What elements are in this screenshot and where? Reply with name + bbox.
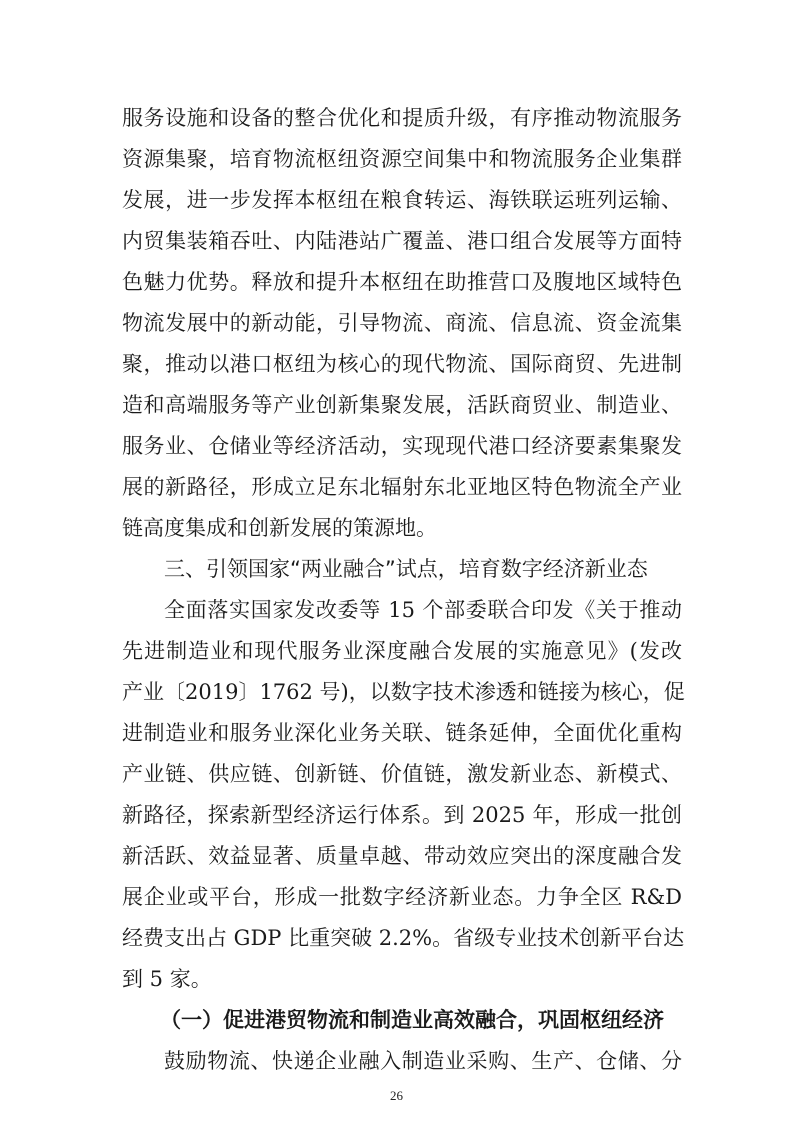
paragraph-line: 物流发展中的新动能，引导物流、商流、信息流、资金流集 [122,311,682,335]
paragraph-line: 发展，进一步发挥本枢纽在粮食转运、海铁联运班列运输、 [122,188,682,212]
paragraph-line: 经费支出占 GDP 比重突破 2.2%。省级专业技术创新平台达 [122,926,685,950]
paragraph-line: 鼓励物流、快递企业融入制造业采购、生产、仓储、分 [164,1049,682,1073]
paragraph-line: 产业〔2019〕1762 号)，以数字技术渗透和链接为核心，促 [122,680,685,704]
paragraph-line: 先进制造业和现代服务业深度融合发展的实施意见》(发改 [122,639,682,663]
paragraph-line: 链高度集成和创新发展的策源地。 [122,516,437,540]
section-heading: 三、引领国家“两业融合”试点，培育数字经济新业态 [164,557,648,581]
paragraph-line: 展企业或平台，形成一批数字经济新业态。力争全区 R&D [122,885,682,909]
paragraph-line: 服务设施和设备的整合优化和提质升级，有序推动物流服务 [122,106,682,130]
paragraph-line: 展的新路径，形成立足东北辐射东北亚地区特色物流全产业 [122,475,682,499]
subsection-heading: （一）促进港贸物流和制造业高效融合，巩固枢纽经济 [160,1007,664,1032]
paragraph-line: 产业链、供应链、创新链、价值链，激发新业态、新模式、 [122,762,682,786]
paragraph-line: 新路径，探索新型经济运行体系。到 2025 年，形成一批创 [122,803,682,827]
paragraph-line: 到 5 家。 [122,967,212,991]
paragraph-line: 资源集聚，培育物流枢纽资源空间集中和物流服务企业集群 [122,147,682,171]
paragraph-line: 色魅力优势。释放和提升本枢纽在助推营口及腹地区域特色 [122,270,682,294]
paragraph-line: 全面落实国家发改委等 15 个部委联合印发《关于推动 [164,598,682,622]
paragraph-line: 聚，推动以港口枢纽为核心的现代物流、国际商贸、先进制 [122,352,682,376]
paragraph-line: 造和高端服务等产业创新集聚发展，活跃商贸业、制造业、 [122,393,682,417]
paragraph-line: 服务业、仓储业等经济活动，实现现代港口经济要素集聚发 [122,434,682,458]
paragraph-line: 内贸集装箱吞吐、内陆港站广覆盖、港口组合发展等方面特 [122,229,682,253]
paragraph-line: 新活跃、效益显著、质量卓越、带动效应突出的深度融合发 [122,844,682,868]
page-number: 26 [390,1088,403,1103]
paragraph-line: 进制造业和服务业深化业务关联、链条延伸，全面优化重构 [122,721,682,745]
